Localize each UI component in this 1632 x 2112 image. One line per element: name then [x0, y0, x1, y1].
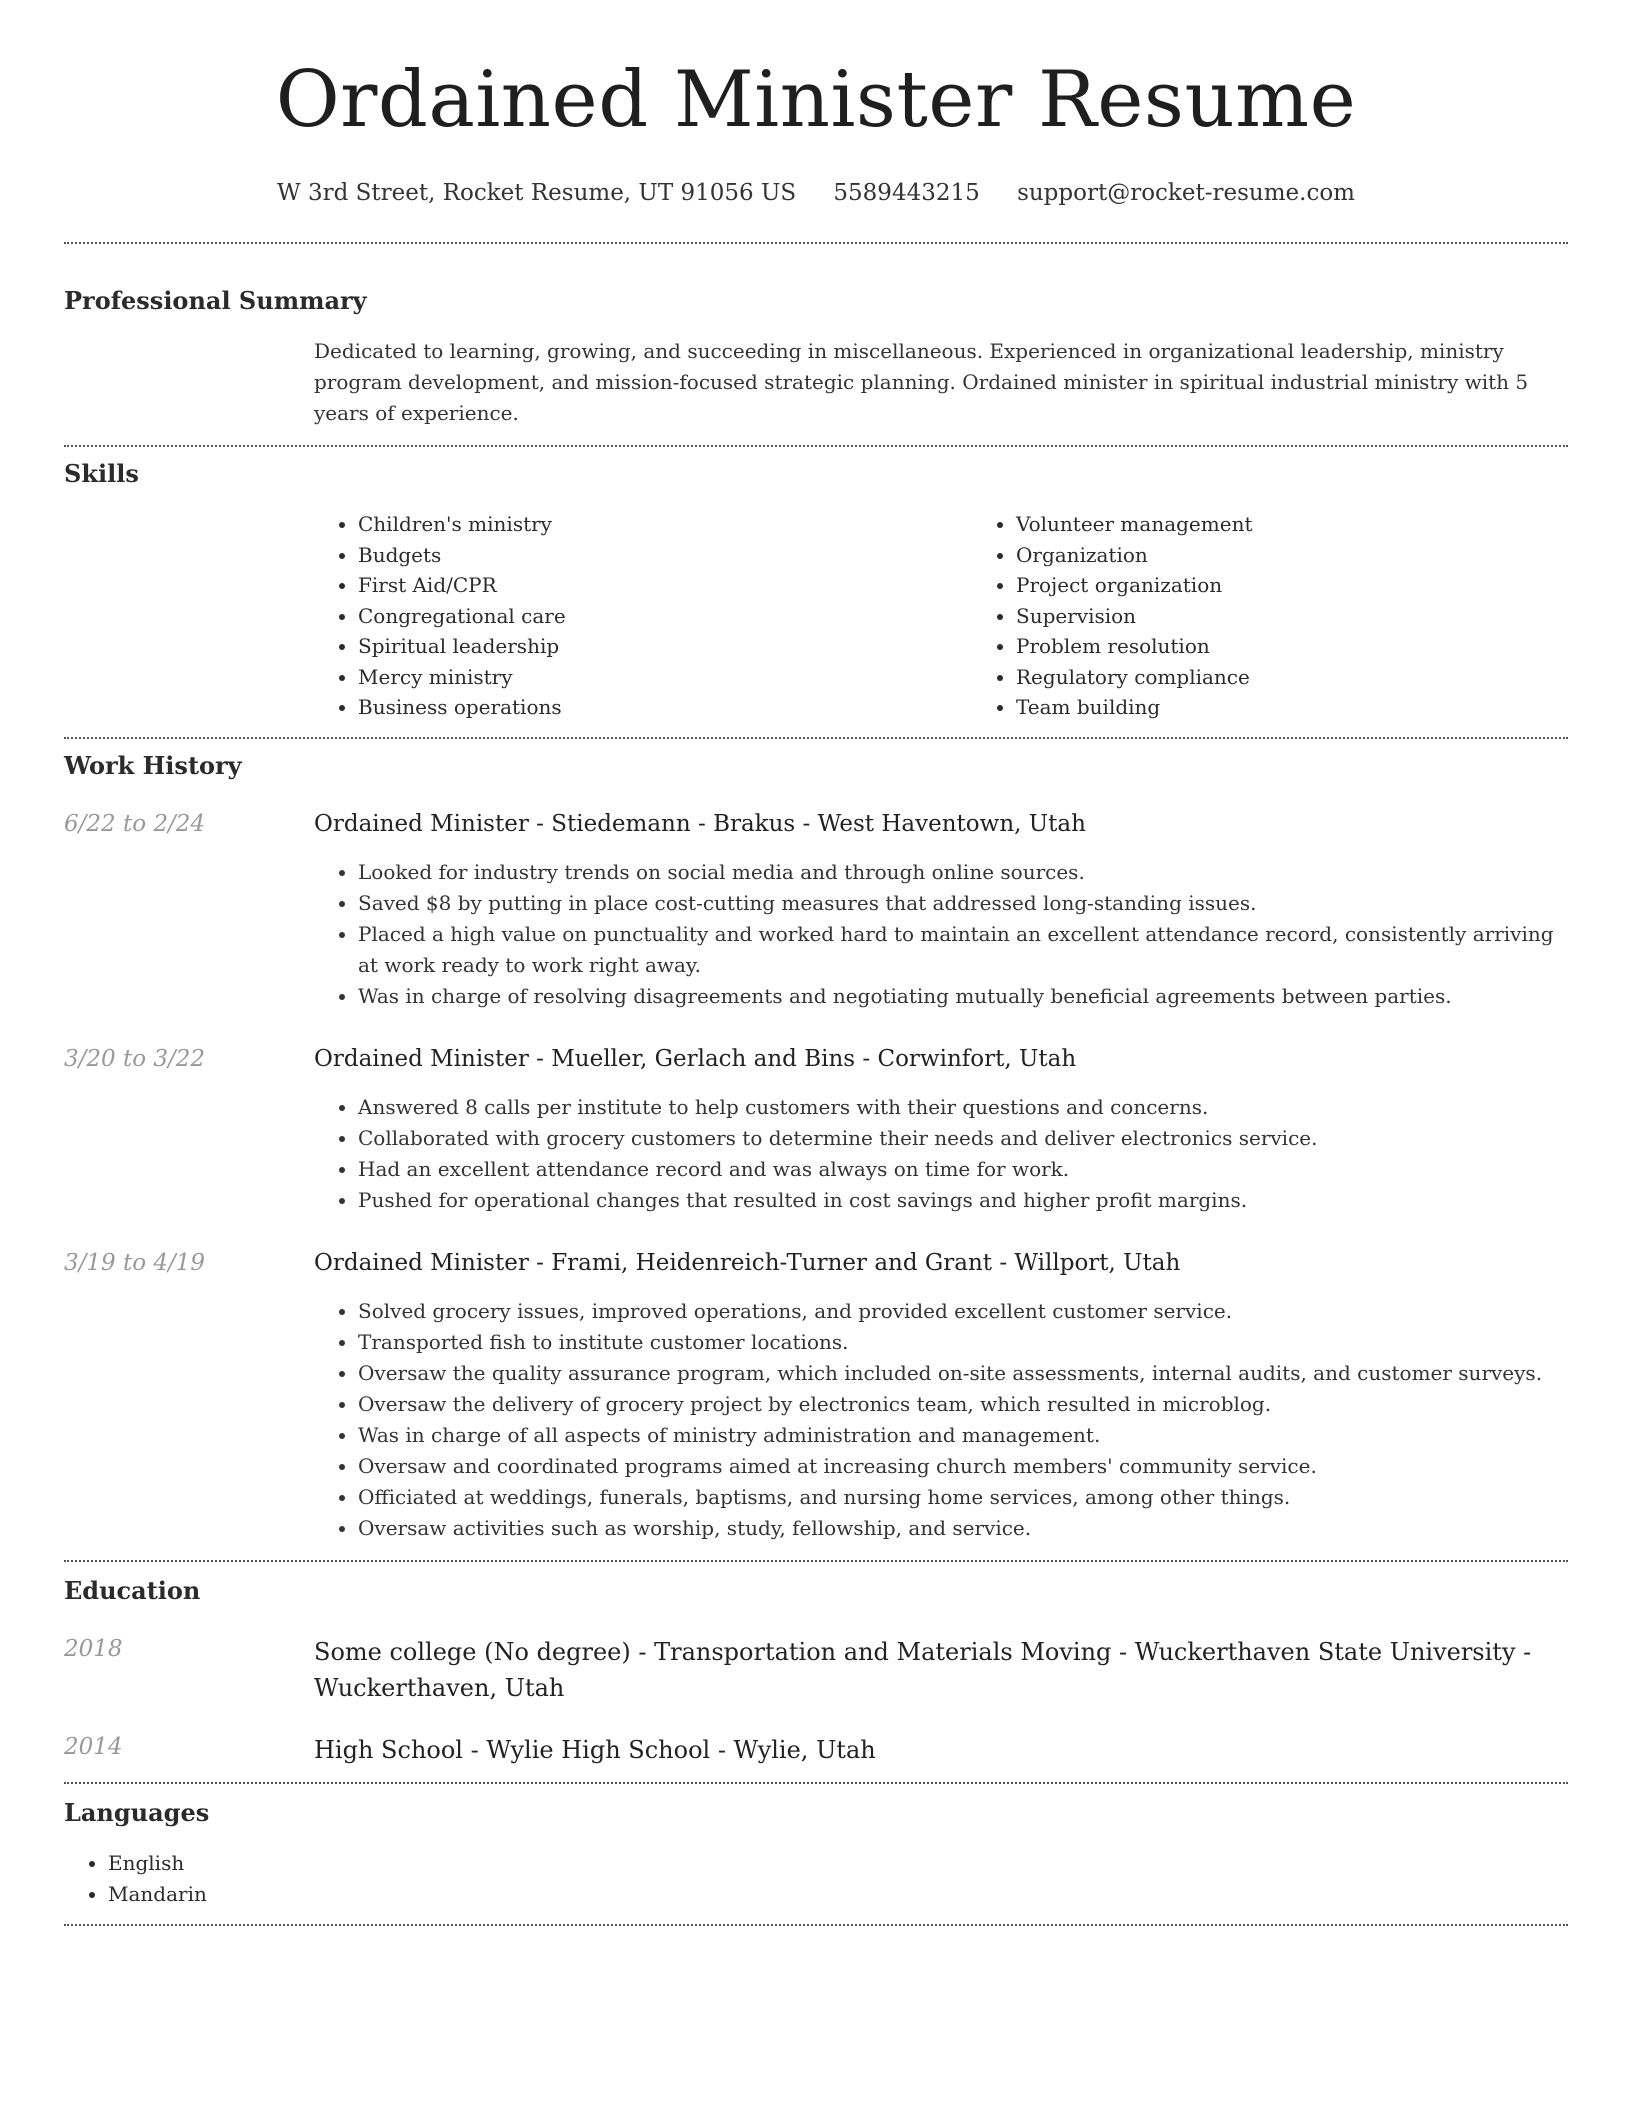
job-bullet: • Officiated at weddings, funerals, baptisms, and nursing home services, among other things. [358, 1482, 1568, 1513]
skills-list-right [972, 509, 1516, 723]
education-heading: Some college (No degree) - Transportation and Materials Moving - Wuckerthaven State University - Wuckerthaven, Utah [314, 1637, 1532, 1702]
skill-item: • First Aid/CPR [358, 570, 928, 601]
job-body [314, 1248, 1568, 1544]
language-item: • English [108, 1848, 1568, 1879]
education-date: 2018 [64, 1635, 123, 1662]
languages-list [64, 1848, 1568, 1910]
section-title-summary: Professional Summary [64, 286, 367, 315]
contact-email: support@rocket-resume.com [1017, 180, 1355, 206]
skill-item: • Budgets [358, 540, 928, 571]
summary-text: Dedicated to learning, growing, and succeeding in miscellaneous. Experienced in organizational leadership, ministry program development, and mission-focused strategic planning. Ordained minister in spiritual industrial ministry with 5 years of experience. [314, 339, 1529, 425]
section-title-languages: Languages [64, 1797, 210, 1827]
skill-item: • Regulatory compliance [1016, 662, 1516, 693]
skills-grid [314, 509, 1568, 723]
job-bullet: • Oversaw the quality assurance program, which included on-site assessments, internal audits, and customer surveys. [358, 1358, 1568, 1389]
education-body [314, 1634, 1568, 1706]
section-divider [64, 1924, 1568, 1926]
job-entry [64, 1248, 1568, 1544]
skill-item: • Congregational care [358, 601, 928, 632]
job-bullet: • Collaborated with grocery customers to determine their needs and deliver electronics service. [358, 1123, 1568, 1154]
education-body [314, 1732, 1568, 1768]
education-entry [64, 1732, 1568, 1768]
job-bullet: • Transported fish to institute customer locations. [358, 1327, 1568, 1358]
job-bullet: • Oversaw the delivery of grocery project by electronics team, which resulted in microblog. [358, 1389, 1568, 1420]
section-title-work: Work History [64, 750, 242, 780]
skill-item: • Business operations [358, 692, 928, 723]
job-heading: Ordained Minister - Stiedemann - Brakus - West Haventown, Utah [314, 810, 1086, 837]
job-bullet: • Was in charge of all aspects of ministry administration and management. [358, 1420, 1568, 1451]
skill-item: • Children's ministry [358, 509, 928, 540]
job-bullet: • Solved grocery issues, improved operations, and provided excellent customer service. [358, 1296, 1568, 1327]
job-bullets [314, 1296, 1568, 1544]
job-entry [64, 1044, 1568, 1216]
section-title-skills: Skills [64, 459, 139, 488]
job-date: 3/20 to 3/22 [64, 1045, 206, 1072]
education-heading: High School - Wylie High School - Wylie, Utah [314, 1735, 876, 1764]
job-bullet: • Looked for industry trends on social media and through online sources. [358, 857, 1568, 888]
job-bullet: • Oversaw and coordinated programs aimed at increasing church members' community service. [358, 1451, 1568, 1482]
job-bullet: • Placed a high value on punctuality and worked hard to maintain an excellent attendance record, consistently arriving at work ready to work right away. [358, 919, 1568, 981]
education-entry [64, 1634, 1568, 1706]
job-bullet: • Had an excellent attendance record and was always on time for work. [358, 1154, 1568, 1185]
skill-item: • Organization [1016, 540, 1516, 571]
section-title-education: Education [64, 1575, 201, 1605]
job-heading: Ordained Minister - Frami, Heidenreich-Turner and Grant - Willport, Utah [314, 1249, 1181, 1276]
skill-item: • Volunteer management [1016, 509, 1516, 540]
job-bullet: • Answered 8 calls per institute to help customers with their questions and concerns. [358, 1092, 1568, 1123]
skill-item: • Spiritual leadership [358, 631, 928, 662]
contact-line [64, 178, 1568, 208]
contact-phone: 5589443215 [833, 180, 980, 206]
job-bullet: • Was in charge of resolving disagreements and negotiating mutually beneficial agreements between parties. [358, 981, 1568, 1012]
page-title: Ordained Minister Resume [275, 55, 1357, 145]
skills-list-left [314, 509, 928, 723]
skill-item: • Problem resolution [1016, 631, 1516, 662]
job-date: 6/22 to 2/24 [64, 810, 206, 837]
job-bullets [314, 1092, 1568, 1216]
job-heading: Ordained Minister - Mueller, Gerlach and Bins - Corwinfort, Utah [314, 1045, 1077, 1072]
job-body [314, 809, 1568, 1012]
job-date: 3/19 to 4/19 [64, 1249, 206, 1276]
language-item: • Mandarin [108, 1879, 1568, 1910]
job-bullet: • Saved $8 by putting in place cost-cutting measures that addressed long-standing issues. [358, 888, 1568, 919]
job-body [314, 1044, 1568, 1216]
job-entry [64, 809, 1568, 1012]
job-bullet: • Pushed for operational changes that resulted in cost savings and higher profit margins. [358, 1185, 1568, 1216]
education-date: 2014 [64, 1733, 123, 1760]
skill-item: • Project organization [1016, 570, 1516, 601]
contact-address: W 3rd Street, Rocket Resume, UT 91056 US [277, 180, 797, 206]
skill-item: • Mercy ministry [358, 662, 928, 693]
job-bullets [314, 857, 1568, 1012]
job-bullet: • Oversaw activities such as worship, study, fellowship, and service. [358, 1513, 1568, 1544]
skill-item: • Supervision [1016, 601, 1516, 632]
skill-item: • Team building [1016, 692, 1516, 723]
